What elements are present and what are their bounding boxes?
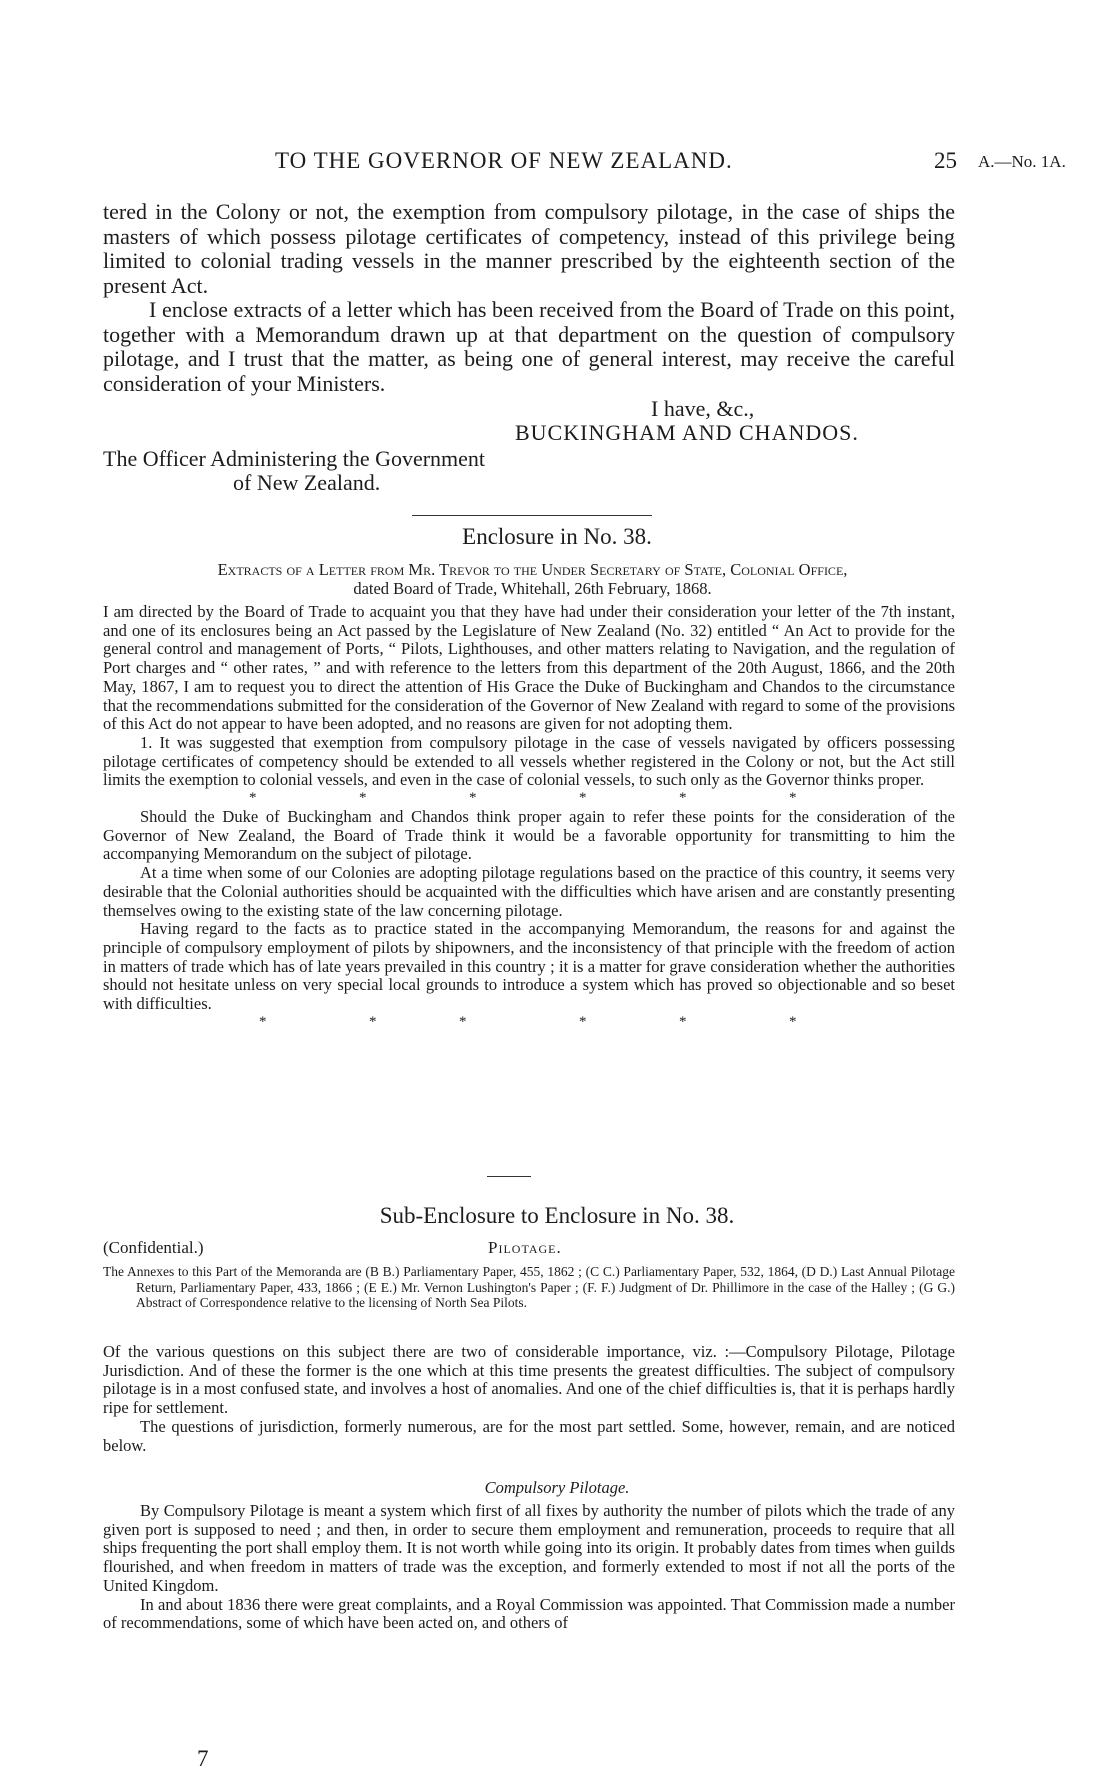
paragraph: I am directed by the Board of Trade to acquaint you that they have had under their consideration your letter of the 7th instant, and one of its enclosures being an Act passed by the Legislature of New Zealand (No. 32) entitled “ An Act to provide for the general control and management of Ports, “ Pilots, Lighthouses, and other matters relating to Navigation, and the regulation of Port charges and “ other rates, ” and with reference to the letters from this department of the 20th August, 1866, and the 20th May, 1867, I am to request you to direct the attention of His Grace the Duke of Buckingham and Chandos to the circumstance that the recommendations submitted for the consideration of the Governor of New Zealand with regard to some of the provisions of this Act do not appear to have been adopted, and no reasons are given for not adopting them. — [103, 602, 955, 734]
paragraph: At a time when some of our Colonies are adopting pilotage regulations based on the practice of this country, it seems very desirable that the Colonial authorities should be acquainted with the difficulties which have arisen and are constantly presenting themselves owing to the existing state of the law concerning pilotage. — [103, 863, 955, 920]
pilotage-title: Pilotage. — [488, 1238, 562, 1257]
addressee-line: The Officer Administering the Government — [103, 446, 486, 471]
subheading: Compulsory Pilotage. — [484, 1478, 630, 1497]
asterisk: * — [359, 790, 367, 807]
paragraph: The questions of jurisdiction, formerly numerous, are for the most part settled. Some, however, remain, and are noticed below. — [103, 1416, 955, 1455]
extract-title-line: Extracts of a Letter from Mr. Trevor to the Under Secretary of State, Colonial Office, — [217, 560, 848, 579]
asterisk: * — [679, 1013, 687, 1030]
confidential-label: (Confidential.) — [103, 1238, 204, 1257]
asterisk: * — [259, 1013, 267, 1030]
asterisk: * — [789, 1013, 797, 1030]
paragraph: Having regard to the facts as to practice stated in the accompanying Memorandum, the reasons for and against the principle of compulsory employment of pilots by shipowners, and the inconsistency of that principle with the freedom of action in matters of trade which has of late years prevailed in this country ; it is a matter for grave consideration whether the authorities should not hesitate unless on very special local grounds to introduce a system which has proved so objectionable and so beset with difficulties. — [103, 919, 955, 1014]
document-reference: A.—No. 1A. — [978, 152, 1066, 171]
enclosure-heading: Enclosure in No. 38. — [462, 524, 652, 549]
classification-row — [103, 1238, 955, 1262]
closing-greeting: I have, &c., — [651, 396, 755, 421]
paragraph: I enclose extracts of a letter which has been received from the Board of Trade on this point, together with a Memorandum drawn up at that department on the question of compulsory pilotage, and I trust that the matter, as being one of general interest, may receive the careful consideration of your Ministers. — [103, 297, 955, 396]
printer-signature-mark: 7 — [197, 1746, 209, 1771]
paragraph: Should the Duke of Buckingham and Chandos think proper again to refer these points for the consideration of the Governor of New Zealand, the Board of Trade think it would be a favorable opportunity for transmitting to him the accompanying Memorandum on the subject of pilotage. — [103, 807, 955, 864]
page-number: 25 — [934, 148, 957, 173]
omission-stars — [103, 1014, 955, 1032]
asterisk: * — [249, 790, 257, 807]
asterisk: * — [369, 1013, 377, 1030]
enclosure-body — [103, 603, 955, 1032]
asterisk: * — [679, 790, 687, 807]
sub-enclosure-heading: Sub-Enclosure to Enclosure in No. 38. — [379, 1203, 735, 1228]
asterisk: * — [579, 1013, 587, 1030]
annexes-note: The Annexes to this Part of the Memoranda are (B B.) Parliamentary Paper, 455, 1862 ; (C C.) Parliamentary Paper, 532, 1864, (D D.) Last Annual Pilotage Return, Parliamentary Paper, 433, 1866 ; (E E.) Mr. Vernon Lushington's Paper ; (F. F.) Judgment of Dr. Phillimore in the case of the Halley ; (G G.) Abstract of Correspondence relative to the licensing of North Sea Pilots. — [103, 1264, 955, 1310]
asterisk: * — [579, 790, 587, 807]
memorandum-body-continued — [103, 1502, 955, 1633]
asterisk: * — [459, 1013, 467, 1030]
section-divider — [412, 515, 652, 516]
running-title: TO THE GOVERNOR OF NEW ZEALAND. — [275, 148, 733, 173]
signature-block — [103, 396, 955, 528]
memorandum-body — [103, 1343, 955, 1455]
running-header — [0, 148, 1114, 178]
paragraph: In and about 1836 there were great complaints, and a Royal Commission was appointed. That Commission made a number of recommendations, some of which have been acted on, and others of — [103, 1594, 955, 1633]
paragraph: 1. It was suggested that exemption from compulsory pilotage in the case of vessels navigated by officers possessing pilotage certificates of competency should be extended to all vessels whether registered in the Colony or not, but the Act still limits the exemption to colonial vessels, and even in the case of colonial vessels, to such only as the Governor thinks proper. — [103, 732, 955, 790]
extract-title-line: dated Board of Trade, Whitehall, 26th February, 1868. — [353, 579, 712, 598]
addressee-line: of New Zealand. — [233, 470, 381, 495]
section-divider — [487, 1176, 531, 1177]
omission-stars — [103, 790, 955, 808]
signer-name: BUCKINGHAM AND CHANDOS. — [515, 420, 859, 445]
asterisk: * — [469, 790, 477, 807]
despatch-text — [103, 200, 955, 528]
paragraph: Of the various questions on this subject there are two of considerable importance, viz. :—Compulsory Pilotage, Pilotage Jurisdiction. And of these the former is the one which at this time presents the greatest difficulties. The subject of compulsory pilotage is in a most confused state, and involves a host of anomalies. And one of the chief difficulties is, that it is perhaps hardly ripe for settlement. — [103, 1342, 955, 1418]
asterisk: * — [789, 790, 797, 807]
paragraph: By Compulsory Pilotage is meant a system which first of all fixes by authority the number of pilots which the trade of any given port is supposed to need ; and then, in order to secure them employment and remuneration, proceeds to require that all ships frequenting the port shall employ them. It is not worth while going into its origin. It probably dates from times when guilds flourished, and when freedom in matters of trade was the exception, and formerly extended to most if not all the ports of the United Kingdom. — [103, 1501, 955, 1595]
paragraph: tered in the Colony or not, the exemption from compulsory pilotage, in the case of ships the masters of which possess pilotage certificates of competency, instead of this privilege being limited to colonial trading vessels in the manner prescribed by the eighteenth section of the present Act. — [103, 199, 955, 298]
extract-title — [110, 560, 955, 598]
